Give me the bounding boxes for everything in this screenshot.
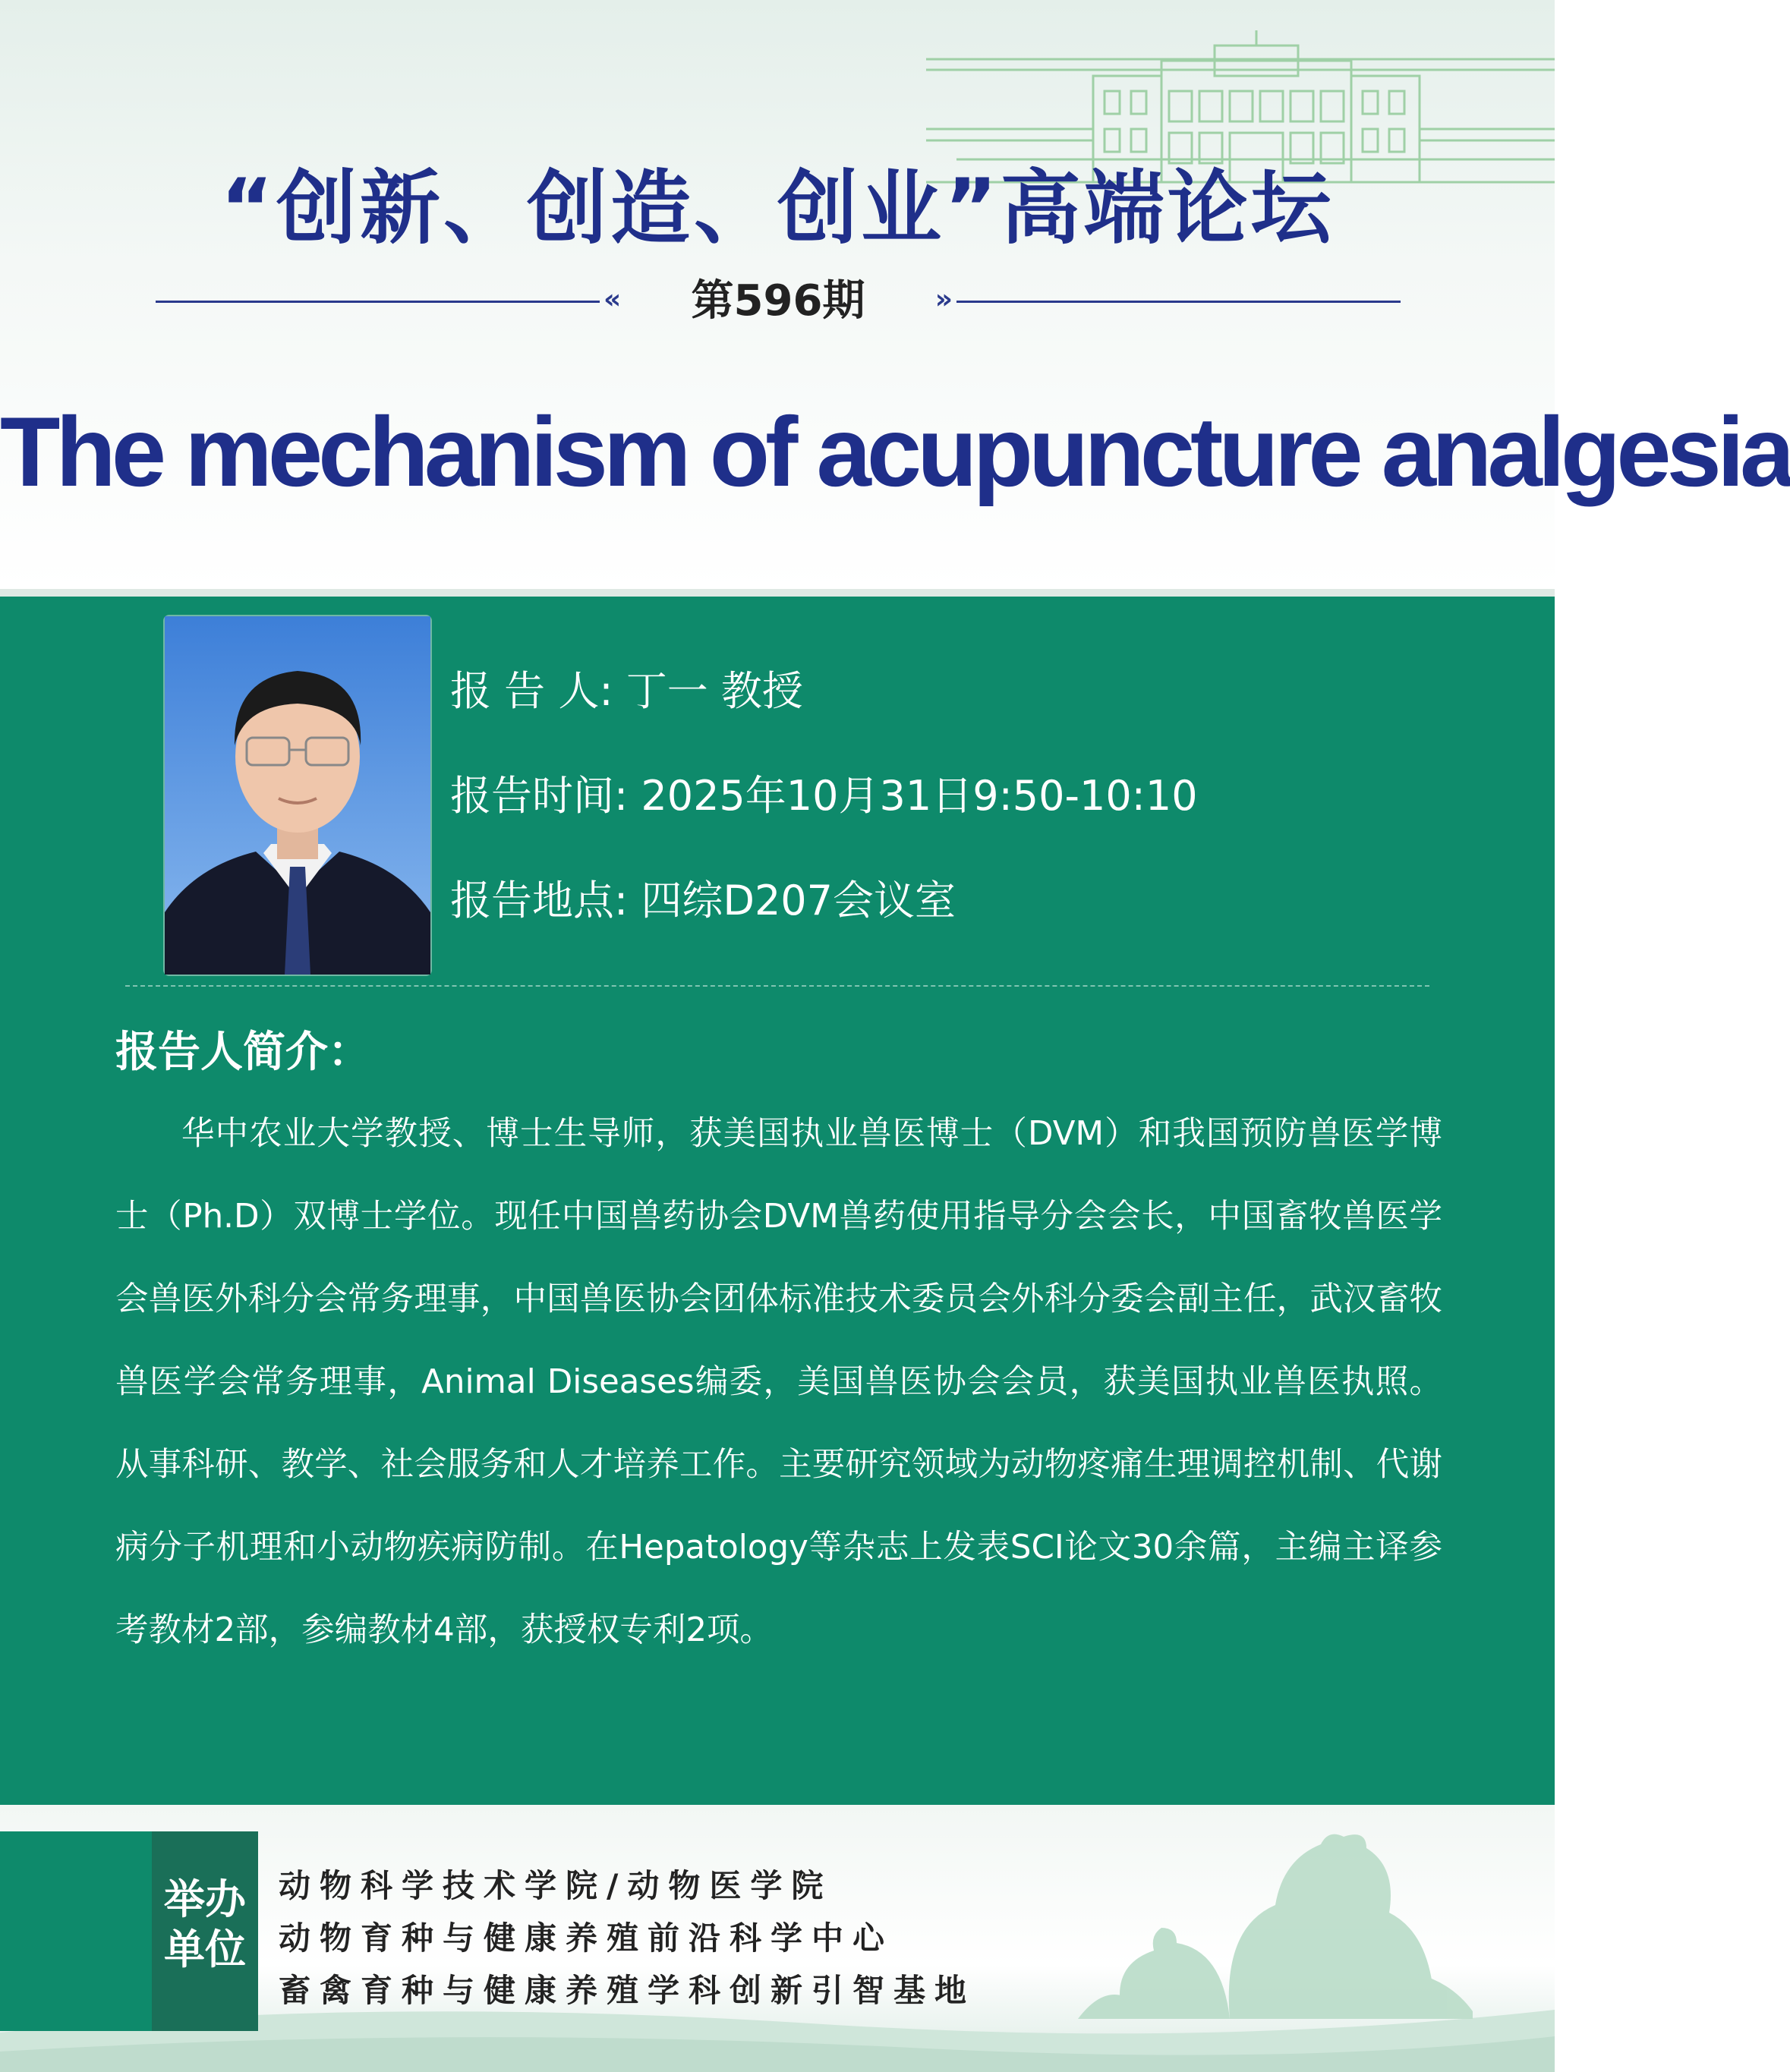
organizer-item: 畜禽育种与健康养殖学科创新引智基地 xyxy=(279,1972,976,2009)
chevron-right-icon: » xyxy=(934,284,953,315)
chevron-left-icon: « xyxy=(603,284,622,315)
forum-title: “创新、创造、创业”高端论坛 xyxy=(220,162,1335,255)
speaker-portrait-icon xyxy=(165,616,430,975)
organizer-accent-bar xyxy=(0,1831,152,2031)
organizer-label-line2: 单位 xyxy=(164,1926,246,1973)
talk-time-line: 报告时间: 2025年10月31日9:50-10:10 xyxy=(450,772,1198,820)
talk-title: The mechanism of acupuncture analgesia xyxy=(0,396,1790,507)
speaker-name-line: 报 告 人: 丁一 教授 xyxy=(450,667,803,715)
header-divider-strip xyxy=(0,589,1555,597)
talk-location-line: 报告地点: 四综D207会议室 xyxy=(450,877,956,924)
bio-heading: 报告人简介： xyxy=(115,1028,370,1077)
issue-number: 第596期 xyxy=(691,276,865,326)
bio-paragraph: 华中农业大学教授、博士生导师，获美国执业兽医博士（DVM）和我国预防兽医学博士（Ph.D）双博士学位。现任中国兽药协会DVM兽药使用指导分会会长，中国畜牧兽医学会兽医外科分会常务理事，中国兽医协会团体标准技术委员会外科分委会副主任，武汉畜牧兽医学会常务理事，Animal Diseases编委，美国兽医协会会员，获美国执业兽医执照。 从事科研、教学、社会服务和人才培养工作。主要研究领域为动物疼痛生理调控机制、代谢病分子机理和小动物疾病防制。在Hepatology等杂志上发表SCI论文30余篇，主编主译参考教材2部，参编教材4部，获授权专利2项。 xyxy=(115,1115,1442,1649)
header-area xyxy=(0,0,1790,589)
issue-divider-right xyxy=(956,301,1401,303)
organizer-item: 动物科学技术学院/动物医学院 xyxy=(279,1867,833,1904)
organizer-label-line1: 举办 xyxy=(164,1875,246,1923)
issue-row xyxy=(156,273,1401,329)
organizer-label xyxy=(152,1875,258,1975)
dashed-divider xyxy=(125,985,1429,987)
organizer-item: 动物育种与健康养殖前沿科学中心 xyxy=(279,1919,894,1957)
livestock-silhouette-icon xyxy=(1078,1814,1488,2034)
speaker-photo xyxy=(163,615,432,976)
